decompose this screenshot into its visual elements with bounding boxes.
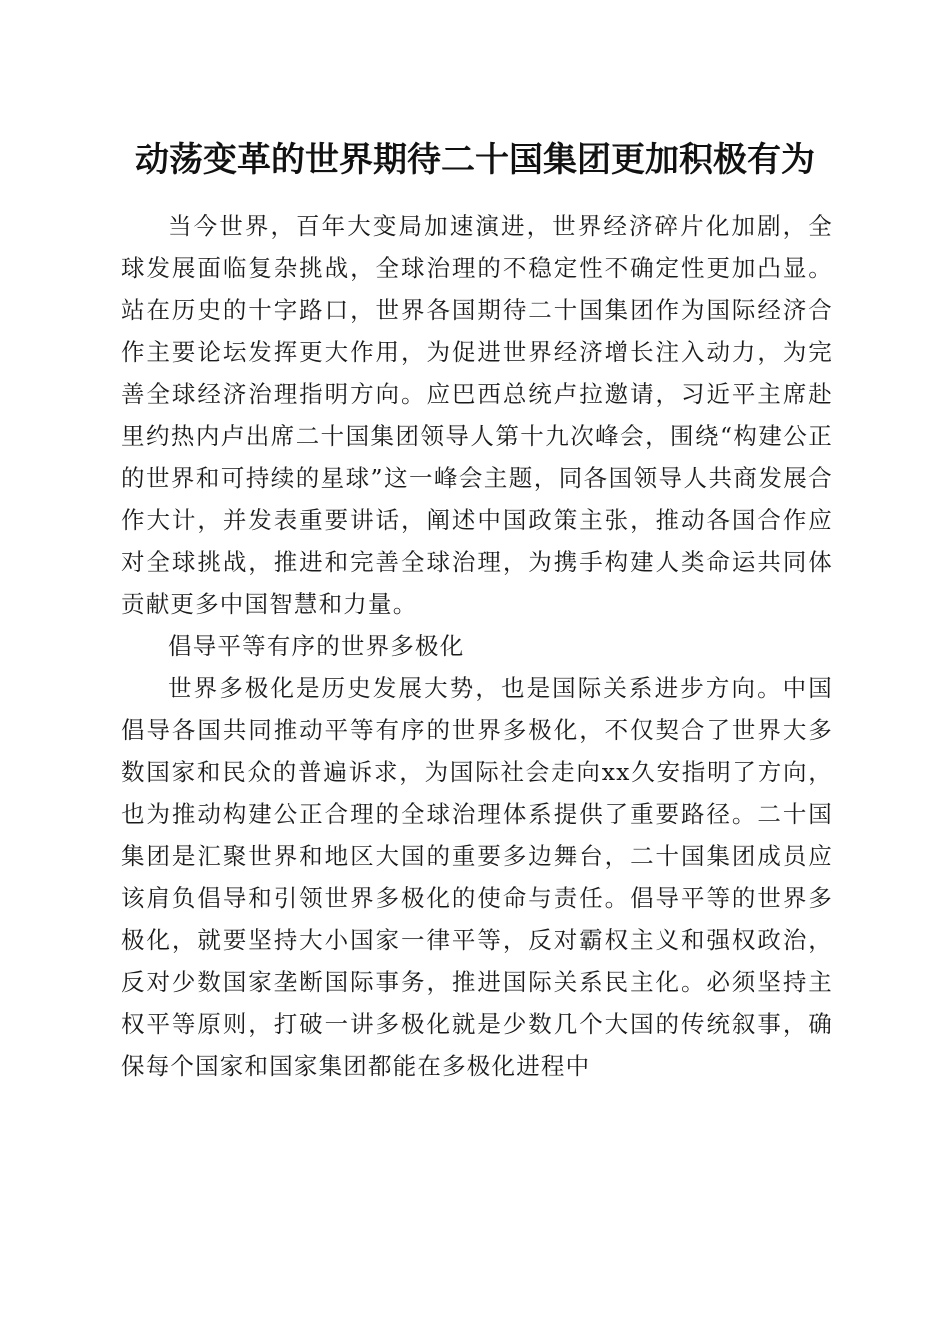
paragraph-multipolarity: 世界多极化是历史发展大势，也是国际关系进步方向。中国倡导各国共同推动平等有序的世界多极化，不仅契合了世界大多数国家和民众的普遍诉求，为国际社会走向xx久安指明了方向，也为推动构建公正合理的全球治理体系提供了重要路径。二十国集团是汇聚世界和地区大国的重要多边舞台，二十国集团成员应该肩负倡导和引领世界多极化的使命与责任。倡导平等的世界多极化，就要坚持大小国家一律平等，反对霸权主义和强权政治，反对少数国家垄断国际事务，推进国际关系民主化。必须坚持主权平等原则，打破一讲多极化就是少数几个大国的传统叙事，确保每个国家和国家集团都能在多极化进程中: [121, 674, 833, 1080]
document-title: 动荡变革的世界期待二十国集团更加积极有为: [135, 140, 815, 180]
document-body: [121, 205, 833, 1087]
paragraph-intro: 当今世界，百年大变局加速演进，世界经济碎片化加剧，全球发展面临复杂挑战，全球治理的不稳定性不确定性更加凸显。站在历史的十字路口，世界各国期待二十国集团作为国际经济合作主要论坛发挥更大作用，为促进世界经济增长注入动力，为完善全球经济治理指明方向。应巴西总统卢拉邀请，习近平主席赴里约热内卢出席二十国集团领导人第十九次峰会，围绕“构建公正的世界和可持续的星球”这一峰会主题，同各国领导人共商发展合作大计，并发表重要讲话，阐述中国政策主张，推动各国合作应对全球挑战，推进和完善全球治理，为携手构建人类命运共同体贡献更多中国智慧和力量。: [121, 212, 833, 618]
section-heading: 倡导平等有序的世界多极化: [168, 632, 465, 660]
